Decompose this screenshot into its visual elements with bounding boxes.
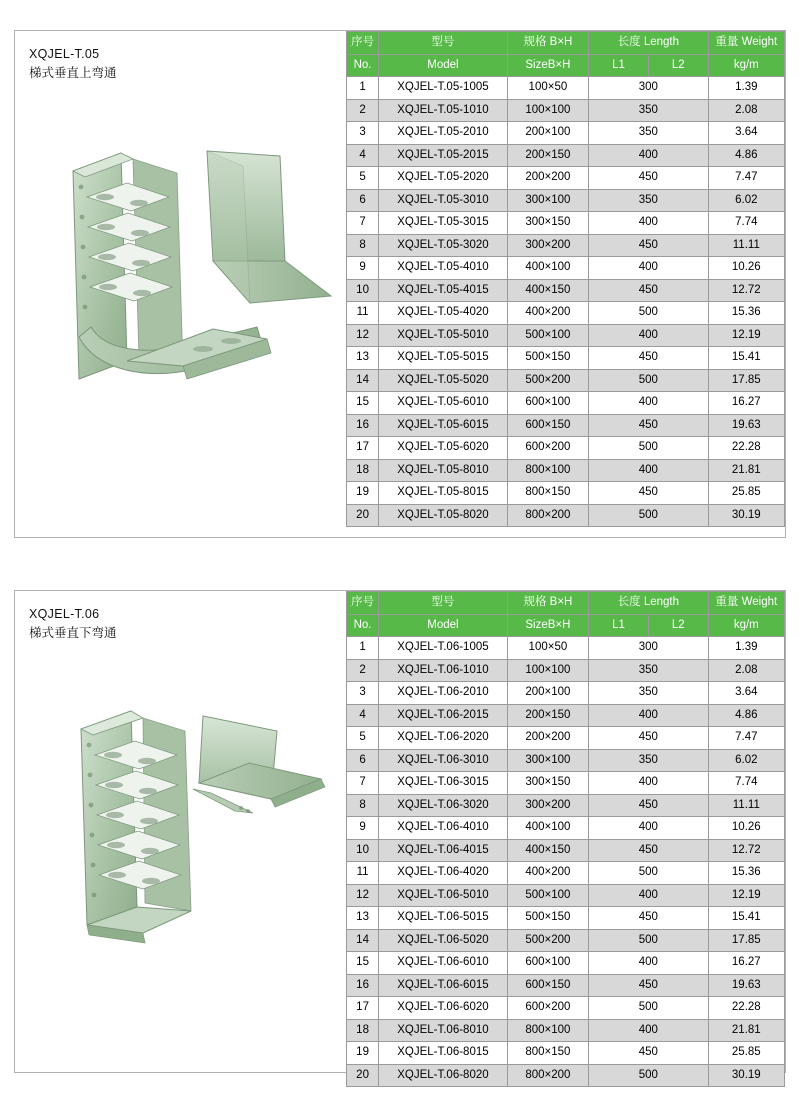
table-cell-size: 500×150 <box>507 347 588 370</box>
table-cell-w: 1.39 <box>708 637 784 660</box>
table-cell-w: 2.08 <box>708 659 784 682</box>
table-cell-l: 400 <box>589 144 709 167</box>
table-cell-model: XQJEL-T.05-3020 <box>379 234 508 257</box>
table-cell-l: 400 <box>589 212 709 235</box>
table-cell-no: 17 <box>347 997 379 1020</box>
table-cell-no: 19 <box>347 1042 379 1065</box>
table-cell-l: 450 <box>589 347 709 370</box>
table-cell-size: 400×100 <box>507 817 588 840</box>
table-cell-model: XQJEL-T.05-8015 <box>379 482 508 505</box>
product-name-1: 梯式垂直上弯通 <box>29 66 117 81</box>
table-cell-size: 200×200 <box>507 727 588 750</box>
table-cell-no: 1 <box>347 77 379 100</box>
table-cell-no: 10 <box>347 839 379 862</box>
table-cell-size: 300×200 <box>507 794 588 817</box>
spec-table-head-1 <box>347 32 785 77</box>
table-cell-model: XQJEL-T.06-4010 <box>379 817 508 840</box>
table-cell-no: 2 <box>347 659 379 682</box>
table-cell-size: 100×50 <box>507 637 588 660</box>
table-cell-w: 15.41 <box>708 347 784 370</box>
header-row-main-2 <box>347 592 785 615</box>
table-row <box>347 167 785 190</box>
header-no-cn-2: 序号 <box>347 592 379 615</box>
table-cell-size: 500×150 <box>507 907 588 930</box>
table-cell-model: XQJEL-T.06-4020 <box>379 862 508 885</box>
table-cell-model: XQJEL-T.06-4015 <box>379 839 508 862</box>
table-cell-l: 450 <box>589 279 709 302</box>
table-cell-model: XQJEL-T.05-4020 <box>379 302 508 325</box>
table-cell-no: 18 <box>347 1019 379 1042</box>
table-cell-size: 600×100 <box>507 952 588 975</box>
table-cell-w: 19.63 <box>708 974 784 997</box>
table-cell-w: 15.36 <box>708 302 784 325</box>
table-row <box>347 99 785 122</box>
table-cell-w: 25.85 <box>708 482 784 505</box>
table-cell-model: XQJEL-T.05-5010 <box>379 324 508 347</box>
table-cell-size: 600×200 <box>507 437 588 460</box>
table-cell-model: XQJEL-T.05-8020 <box>379 504 508 527</box>
table-cell-w: 16.27 <box>708 952 784 975</box>
table-cell-size: 200×100 <box>507 682 588 705</box>
table-row <box>347 324 785 347</box>
table-cell-model: XQJEL-T.05-4010 <box>379 257 508 280</box>
table-cell-size: 100×50 <box>507 77 588 100</box>
table-cell-model: XQJEL-T.06-6010 <box>379 952 508 975</box>
table-cell-model: XQJEL-T.06-8020 <box>379 1064 508 1087</box>
table-cell-model: XQJEL-T.05-6015 <box>379 414 508 437</box>
header-l1-2: L1 <box>589 614 649 637</box>
table-row <box>347 459 785 482</box>
table-cell-size: 800×200 <box>507 504 588 527</box>
table-cell-w: 15.41 <box>708 907 784 930</box>
table-cell-no: 14 <box>347 929 379 952</box>
table-cell-no: 18 <box>347 459 379 482</box>
table-row <box>347 437 785 460</box>
table-cell-l: 400 <box>589 704 709 727</box>
table-cell-no: 12 <box>347 884 379 907</box>
table-cell-size: 400×200 <box>507 862 588 885</box>
table-row <box>347 952 785 975</box>
table-cell-size: 800×150 <box>507 482 588 505</box>
table-cell-l: 350 <box>589 749 709 772</box>
table-cell-model: XQJEL-T.06-5015 <box>379 907 508 930</box>
table-row <box>347 929 785 952</box>
table-cell-model: XQJEL-T.05-2010 <box>379 122 508 145</box>
table-cell-l: 350 <box>589 189 709 212</box>
table-cell-w: 3.64 <box>708 122 784 145</box>
table-row <box>347 884 785 907</box>
table-cell-no: 9 <box>347 817 379 840</box>
table-cell-model: XQJEL-T.06-8015 <box>379 1042 508 1065</box>
table-row <box>347 77 785 100</box>
table-cell-model: XQJEL-T.06-3020 <box>379 794 508 817</box>
table-cell-w: 21.81 <box>708 459 784 482</box>
table-row <box>347 122 785 145</box>
table-cell-w: 15.36 <box>708 862 784 885</box>
product-info-pane-2 <box>15 591 346 1072</box>
table-cell-l: 500 <box>589 437 709 460</box>
table-cell-w: 6.02 <box>708 749 784 772</box>
table-cell-size: 200×150 <box>507 704 588 727</box>
table-cell-no: 20 <box>347 504 379 527</box>
table-row <box>347 794 785 817</box>
table-cell-no: 19 <box>347 482 379 505</box>
header-row-sub-2 <box>347 614 785 637</box>
table-cell-w: 12.72 <box>708 839 784 862</box>
table-cell-no: 3 <box>347 682 379 705</box>
table-cell-w: 21.81 <box>708 1019 784 1042</box>
table-cell-w: 30.19 <box>708 504 784 527</box>
table-row <box>347 974 785 997</box>
header-weight-1: 重量 Weight <box>708 32 784 55</box>
table-cell-model: XQJEL-T.06-5010 <box>379 884 508 907</box>
table-cell-size: 400×200 <box>507 302 588 325</box>
table-cell-no: 6 <box>347 749 379 772</box>
table-cell-model: XQJEL-T.05-3010 <box>379 189 508 212</box>
table-cell-model: XQJEL-T.06-3015 <box>379 772 508 795</box>
table-cell-w: 7.74 <box>708 212 784 235</box>
table-cell-l: 400 <box>589 884 709 907</box>
table-cell-l: 350 <box>589 659 709 682</box>
table-cell-size: 300×150 <box>507 772 588 795</box>
table-cell-l: 450 <box>589 839 709 862</box>
table-cell-size: 800×100 <box>507 459 588 482</box>
header-weight-unit-2: kg/m <box>708 614 784 637</box>
table-cell-model: XQJEL-T.06-3010 <box>379 749 508 772</box>
table-row <box>347 369 785 392</box>
product-code-2: XQJEL-T.06 <box>29 607 100 621</box>
table-cell-no: 16 <box>347 974 379 997</box>
table-row <box>347 907 785 930</box>
table-cell-model: XQJEL-T.05-2020 <box>379 167 508 190</box>
table-cell-w: 22.28 <box>708 997 784 1020</box>
header-model-en-1: Model <box>379 54 508 77</box>
table-row <box>347 704 785 727</box>
table-cell-no: 15 <box>347 392 379 415</box>
table-cell-w: 11.11 <box>708 794 784 817</box>
table-cell-size: 600×200 <box>507 997 588 1020</box>
table-cell-size: 500×200 <box>507 369 588 392</box>
table-cell-model: XQJEL-T.05-2015 <box>379 144 508 167</box>
table-cell-l: 500 <box>589 302 709 325</box>
table-cell-model: XQJEL-T.06-1010 <box>379 659 508 682</box>
table-row <box>347 1042 785 1065</box>
table-row <box>347 257 785 280</box>
table-cell-size: 200×200 <box>507 167 588 190</box>
table-row <box>347 1019 785 1042</box>
table-cell-model: XQJEL-T.06-6015 <box>379 974 508 997</box>
spec-table-wrap-2 <box>346 591 785 1081</box>
table-cell-no: 12 <box>347 324 379 347</box>
table-cell-no: 2 <box>347 99 379 122</box>
table-row <box>347 637 785 660</box>
table-cell-w: 7.74 <box>708 772 784 795</box>
header-size-en-1: SizeB×H <box>507 54 588 77</box>
header-model-cn-1: 型号 <box>379 32 508 55</box>
table-cell-w: 17.85 <box>708 369 784 392</box>
table-cell-w: 22.28 <box>708 437 784 460</box>
table-cell-l: 500 <box>589 929 709 952</box>
table-cell-size: 500×200 <box>507 929 588 952</box>
table-cell-size: 300×100 <box>507 189 588 212</box>
table-cell-no: 6 <box>347 189 379 212</box>
table-cell-w: 1.39 <box>708 77 784 100</box>
table-row <box>347 279 785 302</box>
header-size-cn-1: 规格 B×H <box>507 32 588 55</box>
table-cell-w: 19.63 <box>708 414 784 437</box>
table-cell-model: XQJEL-T.06-2015 <box>379 704 508 727</box>
table-row <box>347 482 785 505</box>
table-cell-size: 200×150 <box>507 144 588 167</box>
product-info-pane-1 <box>15 31 346 537</box>
table-cell-no: 11 <box>347 862 379 885</box>
table-cell-model: XQJEL-T.05-6010 <box>379 392 508 415</box>
table-cell-model: XQJEL-T.05-5015 <box>379 347 508 370</box>
spec-table-wrap-1 <box>346 31 785 537</box>
table-cell-w: 10.26 <box>708 817 784 840</box>
table-cell-no: 10 <box>347 279 379 302</box>
table-cell-size: 300×200 <box>507 234 588 257</box>
table-cell-l: 400 <box>589 1019 709 1042</box>
table-cell-no: 4 <box>347 704 379 727</box>
table-cell-size: 800×100 <box>507 1019 588 1042</box>
table-cell-no: 7 <box>347 212 379 235</box>
table-cell-w: 12.19 <box>708 324 784 347</box>
header-weight-2: 重量 Weight <box>708 592 784 615</box>
product-block-2 <box>14 590 786 1081</box>
table-row <box>347 1064 785 1087</box>
table-cell-no: 20 <box>347 1064 379 1087</box>
spec-table-2 <box>346 591 785 1087</box>
table-cell-model: XQJEL-T.05-1010 <box>379 99 508 122</box>
table-cell-size: 100×100 <box>507 659 588 682</box>
header-row-sub-1 <box>347 54 785 77</box>
table-cell-w: 4.86 <box>708 144 784 167</box>
table-row <box>347 234 785 257</box>
header-no-en-1: No. <box>347 54 379 77</box>
table-cell-size: 600×150 <box>507 974 588 997</box>
table-cell-l: 400 <box>589 952 709 975</box>
table-cell-l: 450 <box>589 727 709 750</box>
table-cell-model: XQJEL-T.05-3015 <box>379 212 508 235</box>
header-no-en-2: No. <box>347 614 379 637</box>
table-cell-w: 3.64 <box>708 682 784 705</box>
table-row <box>347 347 785 370</box>
table-cell-size: 800×200 <box>507 1064 588 1087</box>
table-cell-w: 7.47 <box>708 167 784 190</box>
table-row <box>347 749 785 772</box>
table-cell-l: 450 <box>589 482 709 505</box>
table-cell-size: 600×100 <box>507 392 588 415</box>
table-row <box>347 144 785 167</box>
table-cell-size: 300×100 <box>507 749 588 772</box>
table-cell-l: 450 <box>589 167 709 190</box>
table-cell-no: 7 <box>347 772 379 795</box>
table-cell-no: 14 <box>347 369 379 392</box>
table-row <box>347 392 785 415</box>
table-cell-l: 500 <box>589 504 709 527</box>
header-size-en-2: SizeB×H <box>507 614 588 637</box>
header-row-main-1 <box>347 32 785 55</box>
header-length-2: 长度 Length <box>589 592 709 615</box>
table-cell-model: XQJEL-T.05-5020 <box>379 369 508 392</box>
table-cell-w: 6.02 <box>708 189 784 212</box>
table-cell-size: 100×100 <box>507 99 588 122</box>
table-cell-size: 400×150 <box>507 839 588 862</box>
header-size-cn-2: 规格 B×H <box>507 592 588 615</box>
table-cell-no: 13 <box>347 347 379 370</box>
table-row <box>347 682 785 705</box>
table-cell-model: XQJEL-T.05-4015 <box>379 279 508 302</box>
table-cell-w: 2.08 <box>708 99 784 122</box>
table-cell-size: 600×150 <box>507 414 588 437</box>
spec-table-head-2 <box>347 592 785 637</box>
table-cell-l: 400 <box>589 817 709 840</box>
table-cell-l: 400 <box>589 772 709 795</box>
table-cell-w: 17.85 <box>708 929 784 952</box>
table-cell-size: 500×100 <box>507 884 588 907</box>
spec-table-body-2 <box>347 637 785 1087</box>
header-model-cn-2: 型号 <box>379 592 508 615</box>
header-l2-2: L2 <box>648 614 708 637</box>
product-code-1: XQJEL-T.05 <box>29 47 100 61</box>
table-cell-w: 7.47 <box>708 727 784 750</box>
table-cell-l: 500 <box>589 862 709 885</box>
table-cell-no: 15 <box>347 952 379 975</box>
product-illustration-1 <box>35 111 335 411</box>
table-cell-l: 350 <box>589 99 709 122</box>
header-weight-unit-1: kg/m <box>708 54 784 77</box>
table-cell-no: 4 <box>347 144 379 167</box>
table-cell-w: 12.72 <box>708 279 784 302</box>
table-cell-no: 9 <box>347 257 379 280</box>
table-cell-l: 500 <box>589 997 709 1020</box>
table-cell-l: 450 <box>589 974 709 997</box>
table-cell-model: XQJEL-T.06-5020 <box>379 929 508 952</box>
spec-table-1 <box>346 31 785 527</box>
table-cell-l: 450 <box>589 907 709 930</box>
table-cell-no: 17 <box>347 437 379 460</box>
table-cell-l: 300 <box>589 77 709 100</box>
table-cell-model: XQJEL-T.06-6020 <box>379 997 508 1020</box>
table-cell-model: XQJEL-T.05-1005 <box>379 77 508 100</box>
table-cell-model: XQJEL-T.05-8010 <box>379 459 508 482</box>
table-cell-l: 500 <box>589 369 709 392</box>
table-row <box>347 862 785 885</box>
table-cell-no: 8 <box>347 234 379 257</box>
table-cell-no: 3 <box>347 122 379 145</box>
table-cell-l: 400 <box>589 257 709 280</box>
table-cell-l: 450 <box>589 794 709 817</box>
header-length-1: 长度 Length <box>589 32 709 55</box>
table-cell-no: 16 <box>347 414 379 437</box>
header-model-en-2: Model <box>379 614 508 637</box>
table-row <box>347 189 785 212</box>
table-cell-size: 800×150 <box>507 1042 588 1065</box>
table-cell-l: 450 <box>589 1042 709 1065</box>
spec-table-body-1 <box>347 77 785 527</box>
table-row <box>347 997 785 1020</box>
table-row <box>347 772 785 795</box>
table-row <box>347 659 785 682</box>
table-cell-w: 11.11 <box>708 234 784 257</box>
header-l2-1: L2 <box>648 54 708 77</box>
table-cell-size: 200×100 <box>507 122 588 145</box>
table-cell-size: 500×100 <box>507 324 588 347</box>
table-row <box>347 727 785 750</box>
table-row <box>347 504 785 527</box>
table-cell-model: XQJEL-T.06-2010 <box>379 682 508 705</box>
table-cell-no: 8 <box>347 794 379 817</box>
table-cell-size: 300×150 <box>507 212 588 235</box>
table-cell-size: 400×100 <box>507 257 588 280</box>
table-cell-l: 400 <box>589 392 709 415</box>
table-cell-l: 450 <box>589 234 709 257</box>
table-cell-model: XQJEL-T.06-1005 <box>379 637 508 660</box>
table-cell-l: 400 <box>589 459 709 482</box>
table-row <box>347 302 785 325</box>
table-cell-l: 300 <box>589 637 709 660</box>
product-block-1 <box>14 30 786 538</box>
header-no-cn-1: 序号 <box>347 32 379 55</box>
product-illustration-2 <box>35 671 335 971</box>
table-cell-model: XQJEL-T.06-2020 <box>379 727 508 750</box>
table-cell-l: 350 <box>589 682 709 705</box>
table-cell-l: 450 <box>589 414 709 437</box>
table-cell-no: 11 <box>347 302 379 325</box>
table-cell-w: 12.19 <box>708 884 784 907</box>
table-row <box>347 817 785 840</box>
table-cell-no: 13 <box>347 907 379 930</box>
table-cell-model: XQJEL-T.05-6020 <box>379 437 508 460</box>
table-cell-w: 25.85 <box>708 1042 784 1065</box>
table-cell-l: 400 <box>589 324 709 347</box>
table-row <box>347 414 785 437</box>
table-cell-w: 16.27 <box>708 392 784 415</box>
table-cell-l: 500 <box>589 1064 709 1087</box>
table-cell-l: 350 <box>589 122 709 145</box>
product-name-2: 梯式垂直下弯通 <box>29 626 117 641</box>
table-cell-no: 5 <box>347 167 379 190</box>
table-cell-w: 4.86 <box>708 704 784 727</box>
table-cell-model: XQJEL-T.06-8010 <box>379 1019 508 1042</box>
table-cell-w: 30.19 <box>708 1064 784 1087</box>
table-row <box>347 212 785 235</box>
table-cell-size: 400×150 <box>507 279 588 302</box>
table-cell-w: 10.26 <box>708 257 784 280</box>
header-l1-1: L1 <box>589 54 649 77</box>
table-row <box>347 839 785 862</box>
table-cell-no: 1 <box>347 637 379 660</box>
table-cell-no: 5 <box>347 727 379 750</box>
